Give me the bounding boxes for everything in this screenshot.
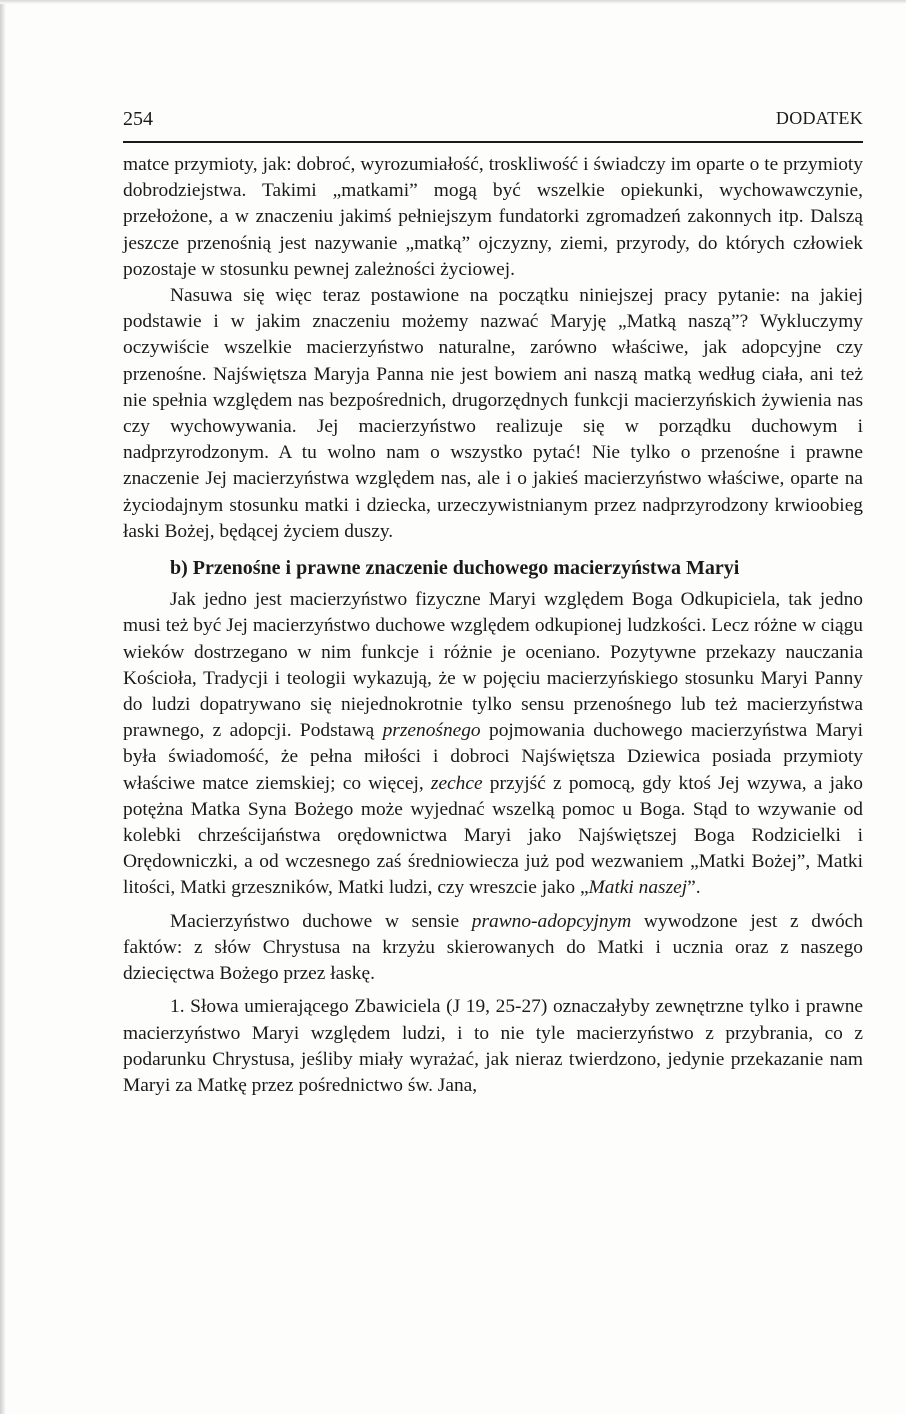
header-rule xyxy=(123,141,863,143)
paragraph-figurative-meaning: Jak jedno jest macierzyństwo fizyczne Maryi względem Boga Odkupiciela, tak jedno musi też być Jej macierzyństwo duchowe względem odkupionej ludzkości. Lecz różne w ciągu wieków dostrzegano w nim funkcje i różnie je oceniano. Pozytywne przekazy nauczania Kościoła, Tradycji i teologii wykazują, że w pojęciu macierzyńskiego stosunku Maryi Panny do ludzi dopatrywano się niejednokrotnie tylko sensu przenośnego lub też macierzyństwa prawnego, z adopcji. Podstawą przenośnego pojmowania duchowego macierzyństwa Maryi była świadomość, że pełna miłości i dobroci Najświętsza Dziewica posiada przymioty właściwe matce ziemskiej; co więcej, zechce przyjść z pomocą, gdy ktoś Jej wzywa, a jako potężna Matka Syna Bożego może wyjednać wszelką pomoc u Boga. Stąd to wzywanie od kolebki chrześcijaństwa orędownictwa Maryi jako Najświętszej Boga Rodzicielki i Orędowniczki, a od wczesnego zaś średniowiecza już pod wezwaniem „Matki Bożej”, Matki litości, Matki grzeszników, Matki ludzi, czy wreszcie jako „Matki naszej”. xyxy=(123,589,864,899)
italic-term-matki-naszej: Matki naszej xyxy=(588,877,688,899)
paragraph-legal-adoptive: Macierzyństwo duchowe w sensie prawno-adopcyjnym wywodzone jest z dwóch faktów: z słów Chrystusa na krzyżu skierowanych do Matki i ucznia oraz z naszego dziecięctwa Bożego przez łaskę. xyxy=(123,910,863,985)
scan-shadow-top xyxy=(0,0,906,4)
scan-shadow-left xyxy=(0,0,6,1414)
page-number: 254 xyxy=(123,108,153,130)
running-head: DODATEK xyxy=(775,108,863,128)
italic-term-przenosnego: przenośnego xyxy=(382,720,481,742)
page-header xyxy=(123,108,863,144)
paragraph-question: Nasuwa się więc teraz postawione na początku niniejszej pracy pytanie: na jakiej podstawie i w jakim znaczeniu możemy nazwać Maryję „Matką naszą”? Wykluczymy oczywiście wszelkie macierzyństwo naturalne, zarówno właściwe, jak adopcyjne czy przenośne. Najświętsza Maryja Panna nie jest bowiem ani naszą matką według ciała, ani też nie spełnia względem nas bezpośrednich, drugorzędnych funkcji macierzyńskich żywienia nas czy wychowywania. Jej macierzyństwo realizuje się w porządku duchowym i nadprzyrodzonym. A tu wolno nam o wszystko pytać! Nie tylko o przenośne i prawne znaczenie Jej macierzyństwa względem nas, ale i o jakieś macierzyństwo właściwe, oparte na życiodajnym stosunku matki i dziecka, urzeczywistnianym przez nadprzyrodzony krwioobieg łaski Bożej, będącej życiem duszy. xyxy=(123,285,863,542)
paragraph-continued: matce przymioty, jak: dobroć, wyrozumiałość, troskliwość i świadczy im oparte o te przymioty dobrodziejstwa. Takimi „matkami” mogą być wszelkie opiekunki, wychowawczynie, przełożone, a w znaczeniu jakimś pełniejszym fundatorki zgromadzeń zakonnych itp. Dalszą jeszcze przenośnią jest nazywanie „matką” ojczyzny, ziemi, przyrody, do których człowiek pozostaje w stosunku pewnej zależności życiowej. xyxy=(123,154,863,280)
italic-term-zechce: zechce xyxy=(430,772,483,794)
section-heading: b) Przenośne i prawne znaczenie duchowego macierzyństwa Maryi xyxy=(170,557,740,580)
body-text xyxy=(123,152,863,1099)
paragraph-point-1: 1. Słowa umierającego Zbawiciela (J 19, 25-27) oznaczałyby zewnętrzne tylko i prawne macierzyństwo Maryi względem ludzi, i to nie tyle macierzyństwo z przybrania, co z podarunku Chrystusa, jeśliby miały wyrażać, jak nieraz twierdzono, jedynie przekazanie nam Maryi za Matkę przez pośrednictwo św. Jana, xyxy=(123,996,863,1096)
italic-term-prawno-adopcyjnym: prawno-adopcyjnym xyxy=(471,910,632,932)
